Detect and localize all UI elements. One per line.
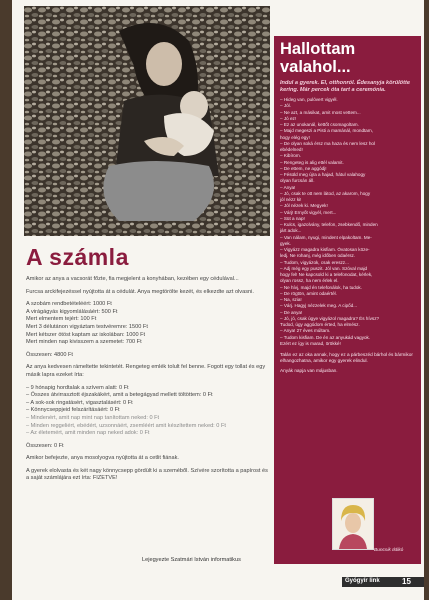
dialogue-line: – Vigyázz magadra kisfiam. Óvatosan köze- <box>280 247 370 252</box>
dialogue-line: – Majd megeszi a Pisti a mamánál, mondtam, <box>280 128 373 134</box>
sidebar-outro-paragraph: Talán ez az oka annak, hogy ez a párbeszéd bárhol és bármikor elhangozhatna, amikor egy gyerek elindul. <box>280 352 413 364</box>
bill-line: Mert kétszer ötöst kaptam az iskolában: 1000 Ft <box>26 331 146 338</box>
dialogue-line: hogy fel! Ne kapcsold ki a telefonodat, kérlek, <box>280 272 373 277</box>
bill-total: Összesen: 4800 Ft <box>26 351 73 358</box>
dialogue-line: – Fésüld meg újra a hajad, hátul valahogy <box>280 172 366 177</box>
dialogue-line: gyek. <box>280 240 291 246</box>
dialogue-line: – Süt a nap! <box>280 215 305 221</box>
dialogue-line: – Jól nézek ki. Megyek! <box>280 203 328 209</box>
dialogue-line: – Tudom, vigyázok, csak ereszz... <box>280 259 349 265</box>
dialogue-line: ebédelned! <box>280 147 303 152</box>
bill-line: Mert minden nap kivisszem a szemetet: 700 Ft <box>26 339 142 346</box>
dialogue-line: – Anya! 27 éves múltam. <box>280 328 331 334</box>
footer-brand: Gyógyír link <box>345 578 380 584</box>
article-paragraph: Amikor befejezte, anya mosolyogva nyújtotta át a cetlit fiának. <box>26 455 179 462</box>
sidebar-intro: Indul a gyerek. El, otthonról. Édesanyja körülötte kering. Már percek óta tart a ceremónia. <box>280 80 410 93</box>
sidebar-box <box>274 36 421 564</box>
dialogue-line: – Jó ez! <box>280 115 297 121</box>
dialogue-line: hogy elég egy! <box>280 134 310 140</box>
sidebar-title-line: Hallottam <box>280 40 356 58</box>
mother-child-photo <box>24 6 270 236</box>
sidebar-outro-paragraph: Anyák napja van májusban. <box>280 368 338 374</box>
dialogue-line: – De rögtön, amint odaértél. <box>280 290 337 296</box>
author-portrait <box>332 498 374 550</box>
dialogue-line: – Ne hívj, majd én telefonálok, ha tudok. <box>280 284 362 290</box>
bill-line: A szobám rendbetételéért: 1000 Ft <box>26 301 112 308</box>
dialogue-line: Ezért ez így is marad, örökké! <box>280 340 341 346</box>
mother-line: – Az életemért, amit minden nap neked adok: 0 Ft <box>26 430 150 437</box>
sidebar-dialogue <box>280 97 415 347</box>
dialogue-line: – Jó, csak te ott nem látod, az akarom, hogy <box>280 190 371 196</box>
dialogue-line: – Tudom kisfiam. De én az anyukád vagyok. <box>280 334 371 340</box>
page-number: 15 <box>402 577 411 586</box>
mother-line: – Könnycseppjeid felszárításáért: 0 Ft <box>26 407 120 414</box>
dialogue-line: Tudod, úgy aggódom érted, ha elmész. <box>280 322 360 327</box>
dialogue-line: – Ez az unokanál, kettőt csomagoltam. <box>280 122 359 127</box>
bill-list <box>26 301 272 347</box>
dialogue-line: olyan rossz, ha nem érlek el. <box>280 278 339 284</box>
article-title: A számla <box>26 244 129 270</box>
mother-total: Összesen: 0 Ft <box>26 442 64 449</box>
dialogue-line: – Adj még egy puszit. Jól van. Szóval majd <box>280 265 368 271</box>
sidebar-outro <box>280 352 415 375</box>
dialogue-line: – De ettem, ne aggódj! <box>280 165 327 171</box>
bill-line: Mert elmentem tejért: 100 Ft <box>26 316 97 323</box>
sidebar-author: Buncsik Ildikó <box>374 548 404 553</box>
mother-line: – Minden reggeliért, ebédért, uzsonnáért, zsemléért amit készítettem neked: 0 Ft <box>26 422 226 429</box>
dialogue-line: olyan furcsán áll. <box>280 178 315 184</box>
magazine-page <box>12 0 424 600</box>
article-paragraph: Furcsa arckifejezéssel nyújtotta át a cédulát. Anya megtörölte kezét, és elkezdte azt olvasni. <box>26 288 254 295</box>
mother-line: – A sok-sok ringatásért, vigasztalásért: 0 Ft <box>26 399 133 406</box>
dialogue-line: – Na, szia! <box>280 297 302 302</box>
article-paragraph: Amikor az anya a vacsorát főzte, fia megjelent a konyhában, kezében egy cédulával... <box>26 276 239 282</box>
mother-line: – Mindenért, amit nap mint nap tanítottam neked: 0 Ft <box>26 414 160 421</box>
dialogue-line: – Kibírom. <box>280 153 301 159</box>
dialogue-line: – Van nálam, nyugi, mindent elpakoltam. Me- <box>280 234 372 240</box>
dialogue-line: – Hideg van, pulóvert vigyél. <box>280 97 338 102</box>
dialogue-line: – Ne azt, a másikat, amit most vettem... <box>280 109 361 115</box>
mother-line: – 9 hónapig hordtalak a szívem alatt: 0 Ft <box>26 384 129 391</box>
article-paragraph: A gyerek elolvasta és két nagy könnycsepp gördült ki a szeméből. Szívére szorította a papírost és a saját számlájára ezt írta: FIZETVE! <box>26 467 268 482</box>
dialogue-line: ledj. Ne rohanj, még időben odaérsz. <box>280 253 356 259</box>
dialogue-line: – De anya! <box>280 309 303 315</box>
dialogue-line: jól nézz ki! <box>280 197 302 202</box>
dialogue-line: – Kulcs, igazolvány, telefon, zsebkendő, minden <box>280 222 378 227</box>
bill-line: Mert 3 délutánon vigyáztam testvéremre: 1500 Ft <box>26 323 148 330</box>
dialogue-line: – Várj! Ernyőt vigyél, mert... <box>280 209 337 215</box>
article-credit: Lejegyezte Szatmári István informatikus <box>142 557 241 563</box>
mother-line: – Összes átvirrasztott éjszakákért, amit a betegágyad mellett töltöttem: 0 Ft <box>26 392 213 399</box>
mother-list <box>26 385 272 438</box>
dialogue-line: – Jó, jó, csak úgye vigyázol magadra? És hívsz? <box>280 315 380 321</box>
article-paragraph: Az anya kedvesen rámeltette tekintetét. Rengeteg emlék tolult fel benne. Fogott egy tollat és egy másik lapra ezeket írta: <box>26 364 266 378</box>
sidebar-title-line: valahol... <box>280 58 351 76</box>
sidebar-title <box>280 40 415 76</box>
article-body <box>26 276 272 488</box>
dialogue-line: – De olyan soká érsz ma haza és nem lesz hol <box>280 140 375 146</box>
dialogue-line: – Rengeteg is alig ettél valamit. <box>280 159 344 165</box>
bill-line: A virágágyás kigyomlálásáért: 500 Ft <box>26 308 118 315</box>
dialogue-line: – Anya! <box>280 184 296 190</box>
dialogue-line: járt adok... <box>280 228 302 234</box>
dialogue-line: – Várj. Hagyj nézzelek meg. A cipőd... <box>280 303 358 309</box>
dialogue-line: – Jól. <box>280 103 291 109</box>
